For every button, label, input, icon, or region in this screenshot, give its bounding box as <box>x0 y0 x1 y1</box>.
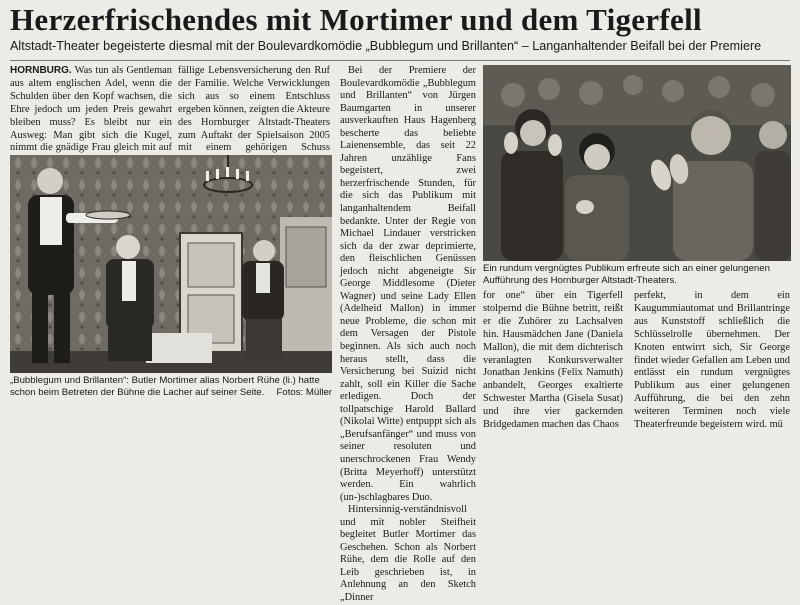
subheadline: Altstadt-Theater begeisterte diesmal mit der Boulevardkomödie „Bubblegum und Brillanten“ – Langanhaltender Beifall bei der Premiere <box>10 39 762 53</box>
photo-credit: Fotos: Müller <box>276 386 332 398</box>
stage-photo-caption <box>10 375 332 398</box>
column-1-text: Was tun als Gentleman aus altem englischen Adel, wenn die Schulden über den Kopf wachsen, die Ehre jedoch um jeden Preis gewahrt bleiben muss? Es bleibt nur ein Ausweg: Man gibt sich die Kugel, nimmt die gnädige Frau gleich mit auf <box>10 65 172 154</box>
column-5-text: perfekt, in dem ein Kaugummiautomat und Brillantringe aus Kunststoff schließlich die Schlüsselrolle übernehmen. Der Knoten entwirrt sich, Sir George findet wieder Gefallen am Leben und entlässt ein rundum vergnügtes Publikum aus einer gelungenen Aufführung, die bei den zehn weiteren Terminen noch viele Theaterfreunde begeistern wird. mü <box>634 290 790 431</box>
headline: Herzerfrischendes mit Mortimer und dem Tigerfell <box>10 2 702 37</box>
column-4-text: for one“ über ein Tigerfell stolpernd die Bühne betritt, reißt er die Zuhörer zu Lachsalven hin. Hausmädchen Jane (Daniela Mallon), die mit dem dichterisch veranlagten Konkursverwalter Jonathan Jenkins (Felix Namuth) anbandelt, Georges exaltierte Schwester Martha (Gisela Susat) und ihre vier gackernden Bridgedamen machen das Chaos <box>483 290 623 431</box>
audience-photo-caption: Ein rundum vergnügtes Publikum erfreute sich an einer gelungenen Aufführung des Hornburger Altstadt-Theaters. <box>483 263 770 286</box>
audience-photo-image <box>483 65 791 261</box>
article-column-3 <box>340 65 476 605</box>
article-column-2 <box>178 65 330 168</box>
article-column-4 <box>483 290 623 432</box>
divider-line <box>10 60 790 61</box>
stage-photo-caption-text: „Bubblegum und Brillanten“: Butler Mortimer alias Norbert Rühe (li.) hatte schon beim Betreten der Bühne die Lacher auf seiner Seite. <box>10 375 320 398</box>
column-2-text: fällige Lebensversicherung den Ruf der Familie. Welche Verwicklungen sich aus so einem Entschluss ergeben können, zeigten die Akteure des Hornburger Altstadt-Theaters zum Auftakt der Spielsaison 2005 mit einem gehörigen Schuss <box>178 65 330 154</box>
stage-photo-image <box>10 155 332 373</box>
article-column-1 <box>10 65 172 168</box>
audience-photo <box>483 65 791 261</box>
dateline: HORNBURG. <box>10 65 72 76</box>
column-3-paragraph-1: Bei der Premiere der Boulevardkomödie „Bubblegum und Brillanten“ von Jürgen Baumgarten in unserer ausverkauften Haus Hagenberg bescherte das beliebte Laienensemble, das seit 22 Jahren unzählige Fans begeistert, zwei herzerfrischende Stunden, für die sich das Publikum mit langanhaltendem Beifall bedankte. Unter der Regie von Michael Lindauer verstricken sich da der zwar deprimierte, den fleischlichen Genüssen jedoch nicht abgeneigte Sir George Middlesome (Dieter Wagner) und seine Lady Ellen (Adelheid Mallon) in immer neue Probleme, die schon mit dem Versagen der Pistole beginnen. Als sich auch noch heraus stellt, dass die Versicherung bei Suizid nicht zahlt, soll ein Killer die Sache erledigen. Doch der tollpatschige Harold Ballard (Nikolai Witte) entpuppt sich als „Berufsanfänger“ und muss von seiner resoluten und unerschrockenen Frau Wendy (Britta Meyerhoff) unterstützt werden. Ein wahrlich (un-)schlagbares Duo. <box>340 65 476 503</box>
article-column-5 <box>634 290 790 432</box>
stage-photo <box>10 155 332 373</box>
column-3-paragraph-2: Hintersinnig-verständnisvoll und mit nobler Steifheit begleitet Butler Mortimer das Geschehen. Schon als Norbert Rühe, dem die Rolle auf den Leib geschrieben ist, in Anlehnung an den Sketch „Dinner <box>340 504 476 603</box>
